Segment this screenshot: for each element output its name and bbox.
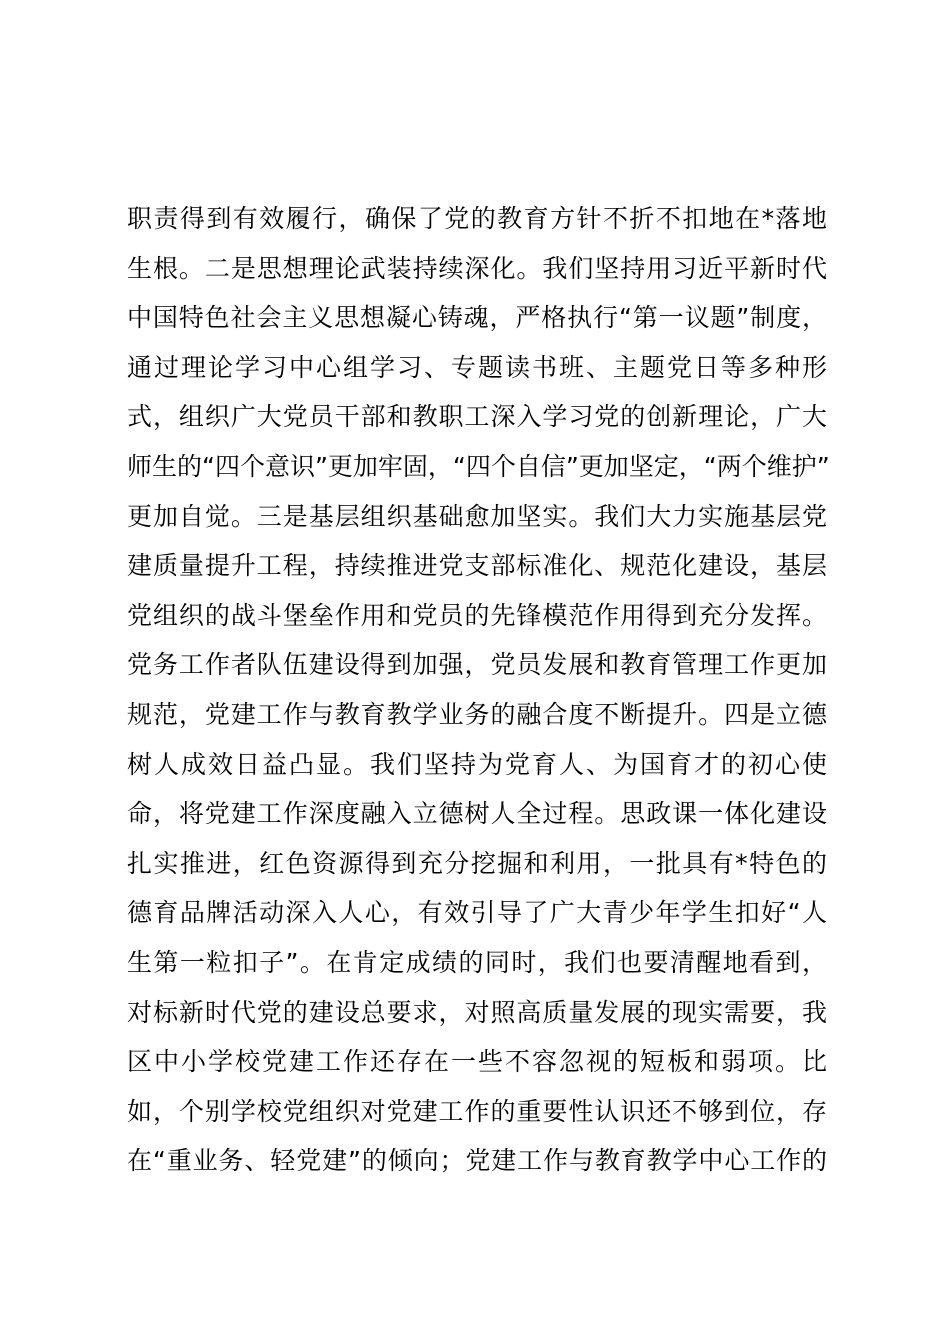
- text-line: 对标新时代党的建设总要求，对照高质量发展的现实需要，我: [127, 997, 827, 1027]
- text-line: 如，个别学校党组织对党建工作的重要性认识还不够到位，存: [127, 1096, 827, 1126]
- text-line: 党组织的战斗堡垒作用和党员的先锋模范作用得到充分发挥。: [127, 600, 827, 630]
- text-line: 中国特色社会主义思想凝心铸魂，严格执行“第一议题”制度，: [127, 303, 827, 333]
- text-line: 式，组织广大党员干部和教职工深入学习党的创新理论，广大: [127, 402, 827, 432]
- text-line: 党务工作者队伍建设得到加强，党员发展和教育管理工作更加: [127, 650, 827, 680]
- text-line: 德育品牌活动深入人心，有效引导了广大青少年学生扣好“人: [127, 898, 827, 928]
- text-line: 生第一粒扣子”。在肯定成绩的同时，我们也要清醒地看到，: [127, 947, 827, 977]
- text-line: 通过理论学习中心组学习、专题读书班、主题党日等多种形: [127, 352, 827, 382]
- body-paragraph: [127, 194, 830, 1186]
- text-line: 生根。二是思想理论武装持续深化。我们坚持用习近平新时代: [127, 253, 827, 283]
- text-line: 树人成效日益凸显。我们坚持为党育人、为国育才的初心使: [127, 749, 827, 779]
- text-line: 扎实推进，红色资源得到充分挖掘和利用，一批具有*特色的: [127, 848, 827, 878]
- text-line: 规范，党建工作与教育教学业务的融合度不断提升。四是立德: [127, 699, 827, 729]
- text-line: 更加自觉。三是基层组织基础愈加坚实。我们大力实施基层党: [127, 501, 827, 531]
- text-line: 区中小学校党建工作还存在一些不容忽视的短板和弱项。比: [127, 1047, 827, 1077]
- text-line: 师生的“四个意识”更加牢固，“四个自信”更加坚定，“两个维护”: [127, 451, 830, 481]
- text-line: 在“重业务、轻党建”的倾向；党建工作与教育教学中心工作的: [127, 1146, 827, 1176]
- text-line: 命，将党建工作深度融入立德树人全过程。思政课一体化建设: [127, 799, 827, 829]
- text-line: 职责得到有效履行，确保了党的教育方针不折不扣地在*落地: [127, 204, 827, 233]
- text-line: 建质量提升工程，持续推进党支部标准化、规范化建设，基层: [127, 551, 827, 581]
